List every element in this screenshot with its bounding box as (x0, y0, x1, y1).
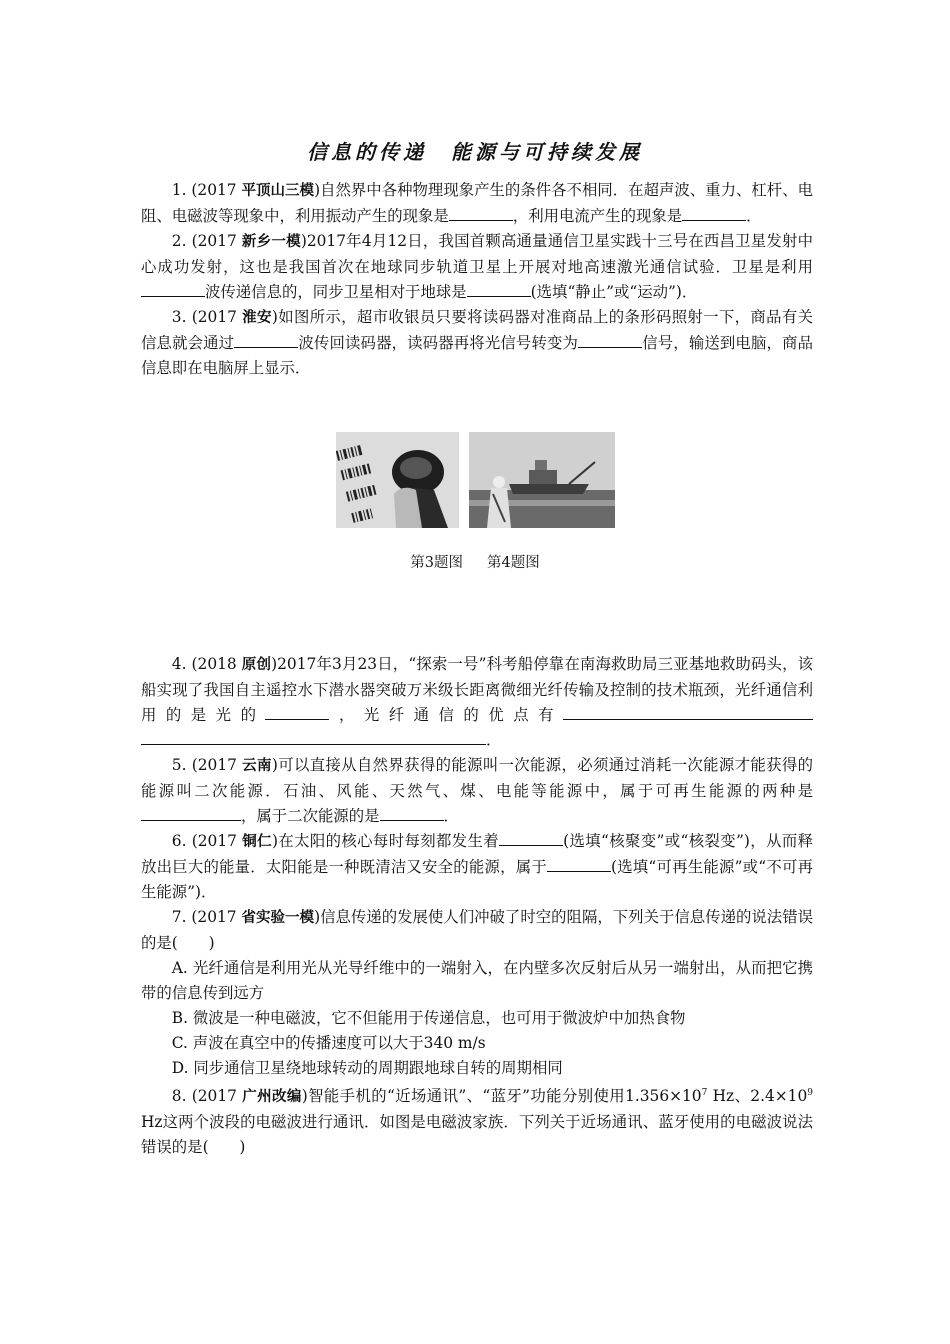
q8-text: )智能手机的“近场通讯”、“蓝牙”功能分别使用1.356×10 (301, 1087, 702, 1106)
q4-number: 4. ( (171, 655, 198, 673)
question-8 (141, 1081, 813, 1160)
answer-blank[interactable] (499, 829, 563, 846)
q3-year: 2017 (197, 308, 243, 326)
q8-year: 2017 (197, 1087, 243, 1106)
q1-text-3: ． (746, 207, 762, 225)
q7-source: 省实验一模 (241, 910, 315, 926)
caption-fig-4: 第4题图 (487, 555, 540, 571)
question-3 (141, 305, 813, 381)
question-1 (141, 178, 813, 229)
q4-source: 原创 (241, 657, 272, 673)
q8-number: 8. ( (171, 1087, 198, 1106)
q4-text-3: ． (486, 731, 502, 749)
research-ship-photo (469, 432, 615, 528)
q2-source: 新乡一模 (241, 234, 301, 250)
answer-blank[interactable] (141, 280, 205, 297)
question-7 (141, 905, 813, 956)
q2-text: )2017年4月12日，我国首颗高通量通信卫星实践十三号在西昌卫星发射中心成功发射，这也是我国首次在地球同步轨道卫星上开展对地高速激光通信试验．卫星是利用 (141, 232, 814, 276)
q1-source: 平顶山三模 (241, 183, 315, 199)
q1-year: 2017 (197, 181, 242, 199)
answer-blank[interactable] (682, 204, 746, 221)
q8-text-3: Hz这两个波段的电磁波进行通讯．如图是电磁波家族．下列关于近场通讯、蓝牙使用的电磁波说法错误的是( ) (141, 1113, 813, 1157)
q6-text-3: (选填“可再生能源”或“不可再生能源”)． (141, 858, 813, 901)
questions-part-2 (141, 652, 813, 1160)
answer-blank[interactable] (265, 703, 329, 720)
q6-text-2: (选填“核聚变”或“核裂变”)，从而释放出巨大的能量．太阳能是一种既清洁又安全的能源，属于 (141, 832, 813, 876)
q7-option-c[interactable]: C. 声波在真空中的传播速度可以大于340 m/s (171, 1034, 486, 1052)
q7-text: )信息传递的发展使人们冲破了时空的阻隔，下列关于信息传递的说法错误的是( ) (141, 908, 814, 952)
answer-blank[interactable] (380, 804, 444, 821)
q5-source: 云南 (242, 758, 272, 774)
q5-text-3: ． (443, 807, 459, 825)
q1-text: )自然界中各种物理现象产生的条件各不相同．在超声波、重力、杠杆、电阻、电磁波等现象中，利用振动产生的现象是 (141, 181, 814, 225)
q6-source: 铜仁 (242, 834, 272, 850)
q3-text-2: 波传回读码器，读码器再将光信号转变为 (298, 334, 579, 352)
q5-number: 5. ( (171, 756, 198, 774)
q5-text: )可以直接从自然界获得的能源叫一次能源，必须通过消耗一次能源才能获得的能源叫二次能源．石油、风能、天然气、煤、电能等能源中，属于可再生能源的两种是 (141, 756, 814, 800)
q2-number: 2. ( (171, 232, 198, 250)
q3-text-3: 信号，输送到电脑，商品信息即在电脑屏上显示． (141, 334, 813, 377)
q7-year: 2017 (197, 908, 242, 926)
q6-year: 2017 (197, 832, 243, 850)
q2-year: 2017 (197, 232, 242, 250)
figures-row (336, 432, 616, 528)
q5-text-2: ，属于二次能源的是 (241, 807, 380, 825)
caption-fig-3: 第3题图 (410, 555, 463, 571)
q7-option-d[interactable]: D. 同步通信卫星绕地球转动的周期跟地球自转的周期相同 (171, 1059, 563, 1077)
question-4 (141, 652, 813, 753)
question-6 (141, 829, 813, 905)
ship-illustration (469, 432, 615, 528)
q1-text-2: ，利用电流产生的现象是 (512, 207, 683, 225)
q7-number: 7. ( (171, 908, 198, 926)
q4-year: 2018 (197, 655, 242, 673)
q2-text-3: (选填“静止”或“运动”)． (530, 283, 698, 301)
page-title: 信息的传递 能源与可持续发展 (307, 140, 643, 164)
question-5 (141, 753, 813, 829)
answer-blank[interactable] (578, 331, 642, 348)
answer-blank-continued[interactable] (141, 728, 486, 745)
question-2 (141, 229, 813, 305)
q7-option-a[interactable]: A. 光纤通信是利用光从光导纤维中的一端射入，在内壁多次反射后从另一端射出，从而把它携带的信息传到远方 (141, 959, 813, 1002)
q8-source: 广州改编 (242, 1089, 302, 1106)
questions-part-1 (141, 178, 813, 381)
q3-source: 淮安 (242, 310, 272, 326)
q1-number: 1. ( (171, 181, 198, 199)
barcode-scanner-photo (336, 432, 459, 528)
q8-text-2: Hz、2.4×10 (707, 1087, 808, 1106)
q3-text: )如图所示，超市收银员只要将读码器对准商品上的条形码照射一下，商品有关信息就会通过 (141, 308, 814, 352)
q4-text: )2017年3月23日，“探索一号”科考船停靠在南海救助局三亚基地救助码头，该船实现了我国自主遥控水下潜水器突破万米级长距离微细光纤传输及控制的技术瓶颈，光纤通信利用的是光的 (141, 655, 814, 724)
answer-blank[interactable] (547, 855, 611, 872)
figure-captions (0, 551, 950, 572)
q6-text: )在太阳的核心每时每刻都发生着 (271, 832, 500, 850)
answer-blank[interactable] (141, 804, 241, 821)
answer-blank[interactable] (467, 280, 531, 297)
answer-blank[interactable] (563, 703, 813, 720)
q4-text-2: ，光纤通信的优点有 (329, 706, 563, 724)
q5-year: 2017 (197, 756, 243, 774)
q8-exponent-2: 9 (807, 1088, 813, 1098)
barcode-scanner-illustration (336, 432, 459, 528)
answer-blank[interactable] (449, 204, 513, 221)
q6-number: 6. ( (171, 832, 198, 850)
answer-blank[interactable] (234, 331, 298, 348)
q2-text-2: 波传递信息的，同步卫星相对于地球是 (205, 283, 467, 301)
q7-option-b[interactable]: B. 微波是一种电磁波，它不但能用于传递信息，也可用于微波炉中加热食物 (171, 1009, 686, 1027)
q8-exponent-1: 7 (701, 1088, 708, 1098)
q3-number: 3. ( (171, 308, 198, 326)
